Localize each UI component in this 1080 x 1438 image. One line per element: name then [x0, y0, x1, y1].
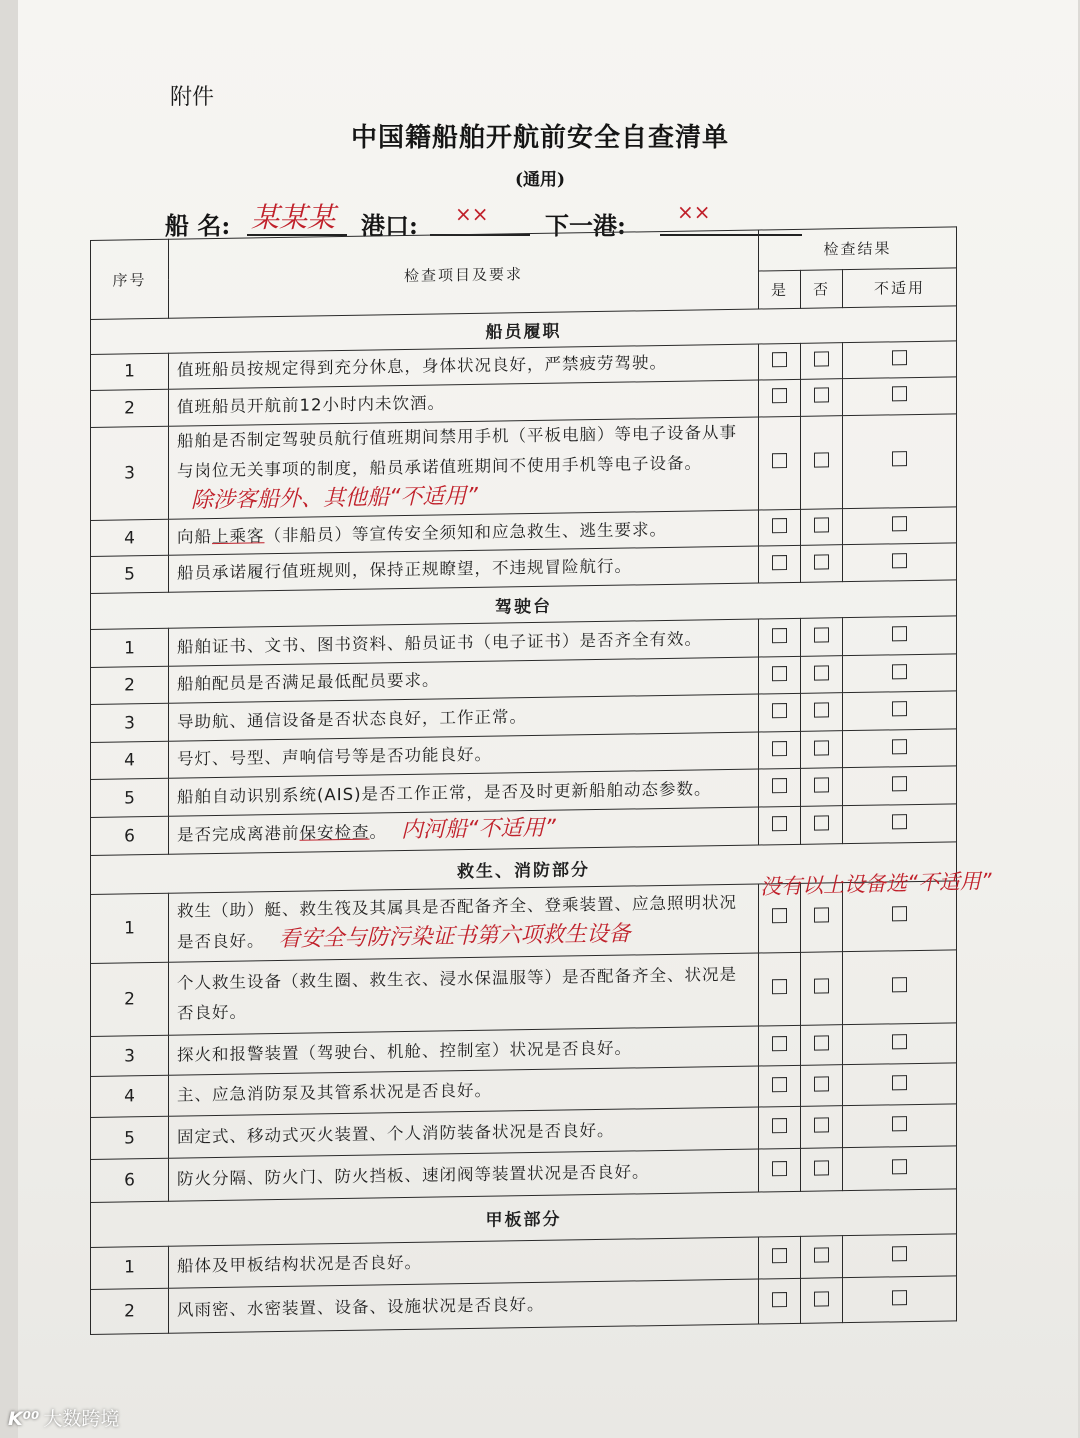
- handwritten-note: 看安全与防污染证书第六项救生设备: [278, 921, 631, 953]
- handwritten-note: 除涉客船外、其他船“不适用”: [191, 484, 478, 514]
- row-text: 救生（助）艇、救生筏及其属具是否配备齐全、登乘装置、应急照明状况是否良好。: [177, 893, 737, 952]
- no-checkbox[interactable]: [801, 693, 843, 731]
- header-yes: 是: [759, 270, 801, 309]
- na-checkbox[interactable]: [843, 377, 957, 415]
- row-number: 5: [91, 1116, 169, 1160]
- row-number: 6: [91, 1159, 169, 1203]
- no-checkbox[interactable]: [801, 379, 843, 416]
- section-handwritten-note: 没有以上设备选“不适用”: [759, 868, 993, 900]
- underlined-text: 保安检查: [299, 822, 370, 843]
- no-checkbox[interactable]: [801, 1148, 843, 1191]
- row-text: 固定式、移动式灭火装置、个人消防装备状况是否良好。: [169, 1107, 759, 1159]
- yes-checkbox[interactable]: [759, 1149, 801, 1192]
- row-text-a: 是否完成离港前: [177, 823, 300, 845]
- row-number: 3: [91, 426, 169, 520]
- no-checkbox[interactable]: [801, 951, 843, 1025]
- row-number: 3: [91, 704, 169, 743]
- checklist-table: [90, 226, 957, 1335]
- page-subtitle: (通用): [514, 170, 566, 190]
- next-port-value: ××: [677, 200, 711, 224]
- row-number: 6: [91, 816, 169, 856]
- no-checkbox[interactable]: [801, 1278, 843, 1323]
- na-checkbox[interactable]: [843, 1146, 957, 1190]
- row-number: 5: [91, 779, 169, 818]
- ship-name-value: 某某某: [251, 201, 336, 234]
- handwritten-note: 内河船“不适用”: [401, 815, 556, 844]
- row-text: 值班船员开航前12小时内未饮酒。: [169, 380, 759, 426]
- watermark-logo: K⁰⁰: [8, 1408, 40, 1430]
- row-number: 1: [91, 893, 169, 963]
- yes-checkbox[interactable]: [759, 1066, 801, 1107]
- yes-checkbox[interactable]: [759, 509, 801, 546]
- row-number: 2: [91, 389, 169, 427]
- row-text: 防火分隔、防火门、防火挡板、速闭阀等装置状况是否良好。: [169, 1149, 759, 1201]
- row-text: 船舶自动识别系统(AIS)是否工作正常，是否及时更新船舶动态参数。: [169, 769, 759, 816]
- port-label: 港口:: [361, 211, 418, 240]
- no-checkbox[interactable]: [801, 730, 843, 768]
- watermark: [8, 1404, 119, 1431]
- yes-checkbox[interactable]: [759, 656, 801, 694]
- row-number: 2: [91, 1288, 169, 1334]
- yes-checkbox[interactable]: [759, 694, 801, 732]
- row-text: 探火和报警装置（驾驶台、机舱、控制室）状况是否良好。: [169, 1026, 759, 1076]
- row-text: 导助航、通信设备是否状态良好，工作正常。: [169, 694, 759, 741]
- na-checkbox[interactable]: [843, 691, 957, 730]
- row-number: 4: [91, 741, 169, 780]
- yes-checkbox[interactable]: [759, 1025, 801, 1066]
- na-checkbox[interactable]: [843, 804, 957, 844]
- row-number: 2: [91, 666, 169, 705]
- no-checkbox[interactable]: [801, 618, 843, 656]
- row-text-cell: [169, 417, 759, 520]
- yes-checkbox[interactable]: [759, 769, 801, 807]
- row-text: 船舶是否制定驾驶员航行值班期间禁用手机（平板电脑）等电子设备从事与岗位无关事项的制度，船员承诺值班期间不使用手机等电子设备。: [177, 422, 737, 481]
- no-checkbox[interactable]: [801, 342, 843, 379]
- na-checkbox[interactable]: [843, 950, 957, 1025]
- row-number: 1: [91, 353, 169, 391]
- next-port-label: 下一港:: [545, 211, 626, 240]
- row-text-b: （非船员）等宣传安全须知和应急救生、逃生要求。: [264, 519, 667, 545]
- na-checkbox[interactable]: [843, 413, 957, 508]
- section-title: 船员履职: [91, 306, 957, 354]
- header-seq: 序号: [91, 239, 169, 319]
- na-checkbox[interactable]: [843, 729, 957, 768]
- row-text-a: 向船: [177, 526, 212, 547]
- row-text: 船舶配员是否满足最低配员要求。: [169, 657, 759, 704]
- na-checkbox[interactable]: [843, 654, 957, 693]
- no-checkbox[interactable]: [801, 1065, 843, 1106]
- row-number: 2: [91, 962, 169, 1036]
- no-checkbox[interactable]: [801, 768, 843, 806]
- na-checkbox[interactable]: [843, 1104, 957, 1148]
- na-checkbox[interactable]: [843, 1276, 957, 1323]
- row-text: 船体及甲板结构状况是否良好。: [169, 1237, 759, 1289]
- yes-checkbox[interactable]: [759, 806, 801, 845]
- row-text: 个人救生设备（救生圈、救生衣、浸水保温服等）是否配备齐全、状况是否良好。: [169, 953, 759, 1035]
- header-item: 检查项目及要求: [169, 230, 759, 318]
- row-number: 3: [91, 1035, 169, 1077]
- no-checkbox[interactable]: [801, 805, 843, 844]
- yes-checkbox[interactable]: [759, 379, 801, 416]
- table-row: [91, 950, 957, 1037]
- no-checkbox[interactable]: [801, 1106, 843, 1149]
- row-number: 4: [91, 519, 169, 557]
- table-row: [91, 413, 957, 520]
- attachment-label: 附件: [170, 85, 215, 110]
- row-text: 风雨密、水密装置、设备、设施状况是否良好。: [169, 1279, 759, 1333]
- header-result: 检查结果: [759, 227, 957, 271]
- ship-name-label: 船 名:: [165, 211, 231, 240]
- no-checkbox[interactable]: [801, 1024, 843, 1065]
- row-number: 5: [91, 556, 169, 594]
- yes-checkbox[interactable]: [759, 416, 801, 510]
- yes-checkbox[interactable]: [759, 952, 801, 1026]
- row-number: 1: [91, 1246, 169, 1290]
- yes-checkbox[interactable]: [759, 731, 801, 769]
- header-na: 不适用: [843, 267, 957, 307]
- yes-checkbox[interactable]: [759, 343, 801, 380]
- row-text: 主、应急消防泵及其管系状况是否良好。: [169, 1066, 759, 1116]
- na-checkbox[interactable]: [843, 766, 957, 805]
- section-title: 驾驶台: [91, 580, 957, 630]
- row-text: 号灯、号型、声响信号等是否功能良好。: [169, 732, 759, 779]
- na-checkbox[interactable]: [843, 340, 957, 378]
- row-text-cell: [169, 884, 759, 962]
- row-number: 4: [91, 1076, 169, 1118]
- na-checkbox[interactable]: [843, 1234, 957, 1278]
- section-title: 救生、消防部分: [91, 842, 957, 894]
- page-title: 中国籍船舶开航前安全自查清单: [350, 123, 729, 153]
- row-number: 1: [91, 629, 169, 668]
- header-no: 否: [801, 269, 843, 308]
- yes-checkbox[interactable]: [759, 619, 801, 657]
- yes-checkbox[interactable]: [759, 546, 801, 583]
- no-checkbox[interactable]: [801, 655, 843, 693]
- na-checkbox[interactable]: [843, 616, 957, 655]
- row-text: 船舶证书、文书、图书资料、船员证书（电子证书）是否齐全有效。: [169, 619, 759, 666]
- yes-checkbox[interactable]: [759, 1106, 801, 1149]
- underlined-text: 上乘客: [212, 525, 265, 546]
- section-title: 甲板部分: [91, 1189, 957, 1247]
- row-text: 船员承诺履行值班规则，保持正规瞭望，不违规冒险航行。: [169, 546, 759, 592]
- row-text-b: 。: [369, 822, 387, 842]
- watermark-text: 大数跨境: [43, 1408, 120, 1430]
- port-value: ××: [455, 202, 489, 226]
- no-checkbox[interactable]: [801, 415, 843, 509]
- no-checkbox[interactable]: [801, 508, 843, 545]
- na-checkbox[interactable]: [843, 507, 957, 545]
- na-checkbox[interactable]: [843, 1063, 957, 1105]
- no-checkbox[interactable]: [801, 1235, 843, 1278]
- yes-checkbox[interactable]: [759, 1279, 801, 1324]
- row-text: 值班船员按规定得到充分休息，身体状况良好，严禁疲劳驾驶。: [169, 344, 759, 390]
- no-checkbox[interactable]: [801, 545, 843, 582]
- na-checkbox[interactable]: [843, 543, 957, 581]
- yes-checkbox[interactable]: [759, 1236, 801, 1279]
- na-checkbox[interactable]: [843, 1023, 957, 1065]
